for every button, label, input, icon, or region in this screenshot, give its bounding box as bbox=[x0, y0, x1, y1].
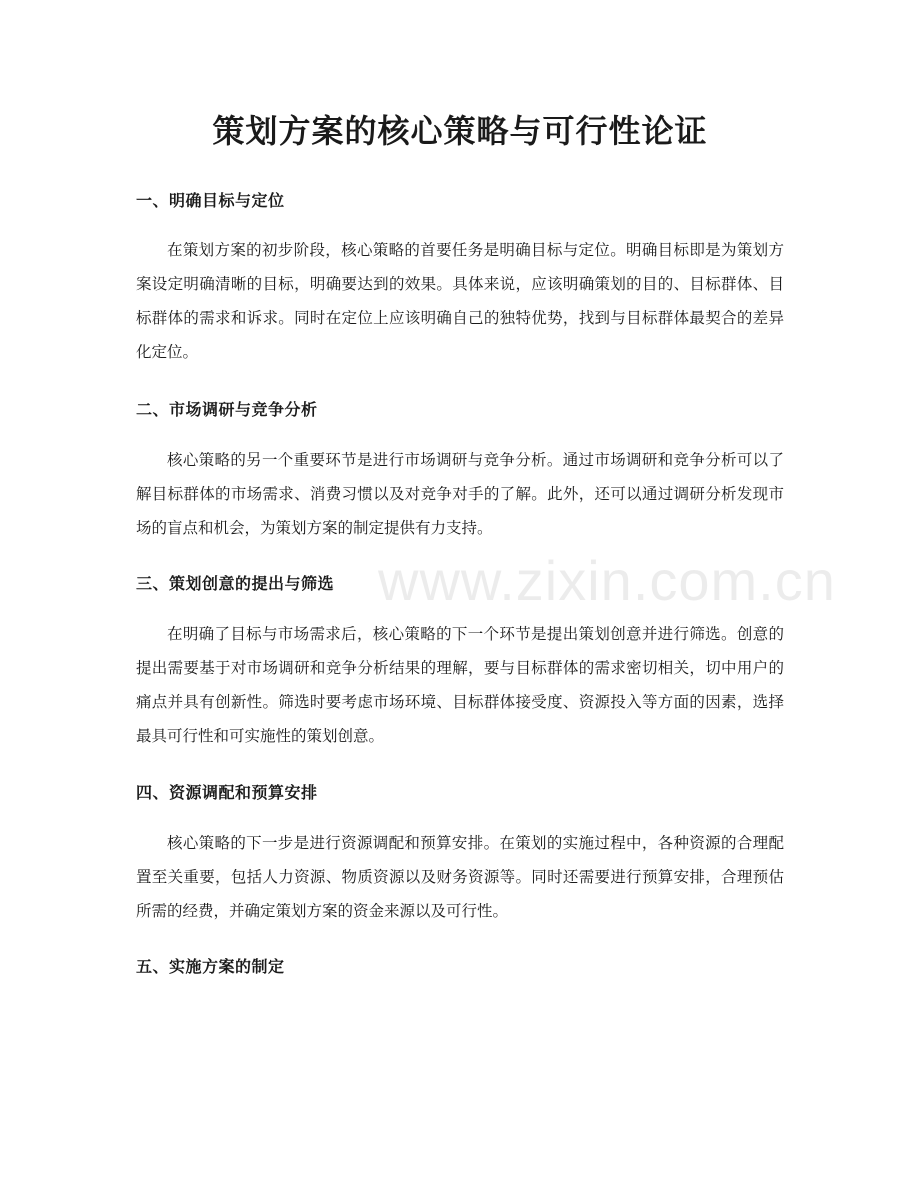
watermark: www.zixin.com.cn bbox=[378, 549, 836, 612]
section-heading-1: 一、明确目标与定位 bbox=[136, 191, 285, 210]
section-body-3: 在明确了目标与市场需求后，核心策略的下一个环节是提出策划创意并进行筛选。创意的提出需要基于对市场调研和竞争分析结果的理解，要与目标群体的需求密切相关，切中用户的痛点并具有创新性。筛选时要考虑市场环境、目标群体接受度、资源投入等方面的因素，选择最具可行性和可实施性的策划创意。 bbox=[136, 625, 784, 745]
section-body-4: 核心策略的下一步是进行资源调配和预算安排。在策划的实施过程中，各种资源的合理配置至关重要，包括人力资源、物质资源以及财务资源等。同时还需要进行预算安排，合理预估所需的经费，并确定策划方案的资金来源以及可行性。 bbox=[136, 834, 784, 920]
section-heading-5: 五、实施方案的制定 bbox=[136, 957, 285, 976]
section-heading-3: 三、策划创意的提出与筛选 bbox=[136, 574, 335, 593]
document-title: 策划方案的核心策略与可行性论证 bbox=[212, 112, 708, 150]
section-heading-4: 四、资源调配和预算安排 bbox=[136, 783, 318, 802]
section-body-2: 核心策略的另一个重要环节是进行市场调研与竞争分析。通过市场调研和竞争分析可以了解目标群体的市场需求、消费习惯以及对竞争对手的了解。此外，还可以通过调研分析发现市场的盲点和机会，为策划方案的制定提供有力支持。 bbox=[136, 451, 784, 537]
section-heading-2: 二、市场调研与竞争分析 bbox=[136, 400, 318, 419]
section-body-1: 在策划方案的初步阶段，核心策略的首要任务是明确目标与定位。明确目标即是为策划方案设定明确清晰的目标，明确要达到的效果。具体来说，应该明确策划的目的、目标群体、目标群体的需求和诉求。同时在定位上应该明确自己的独特优势，找到与目标群体最契合的差异化定位。 bbox=[136, 241, 784, 361]
